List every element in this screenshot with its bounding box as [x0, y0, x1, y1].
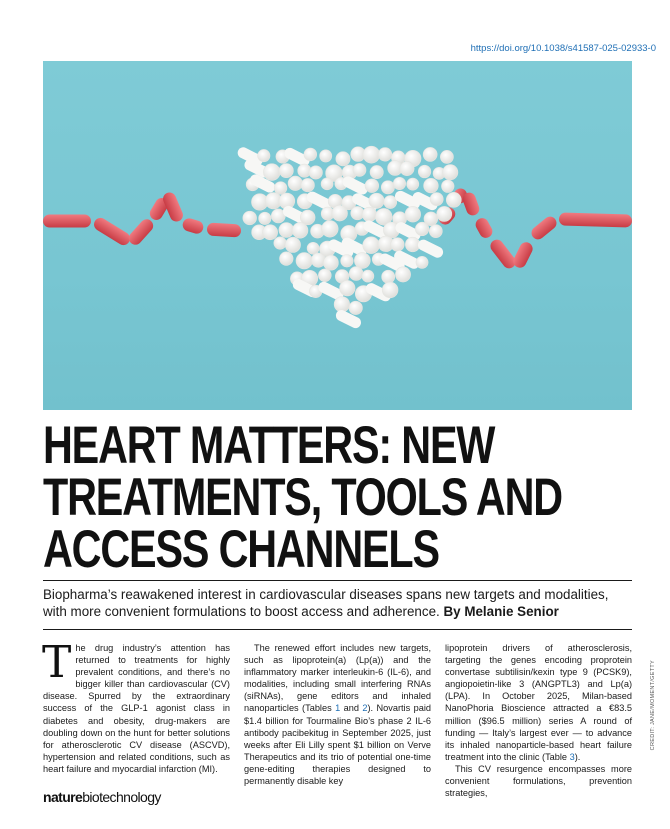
- red-capsule: [473, 216, 494, 240]
- white-pill: [365, 179, 379, 193]
- white-pill: [341, 254, 354, 267]
- white-pill: [395, 267, 410, 282]
- white-pill: [301, 178, 314, 191]
- white-pill: [405, 206, 421, 222]
- white-pill: [391, 238, 405, 252]
- white-pill: [440, 150, 453, 163]
- white-pill: [309, 166, 322, 179]
- white-pill: [362, 270, 374, 282]
- column-1-text: he drug industry’s attention has returned to treatments for highly prevalent conditions, and there’s no bigger killer than cardiovascular (CV) disease. Spurred by the extraordinary success of the GLP-1 agonist class in diabetes and obesity, drug-makers are doubling down on the hunt for better solutions for atherosclerotic CV disease (ASCVD), hypertension and related conditions, such as heart failure and myocardial infarction (MI).: [43, 643, 230, 774]
- white-pill: [363, 146, 380, 163]
- column-2-text-end: ). Novartis paid $1.4 billion for Tourmaline Bio’s phase 2 IL-6 antibody pacibekitug in September 2025, just weeks after Eli Lilly spent $1 billion on Verve Therapeutics and its trio of potential one-time gene-editing therapies designed to permanently disable key: [244, 703, 431, 787]
- red-capsule: [126, 217, 156, 248]
- white-pill: [429, 225, 442, 238]
- column-3-text-end: ).: [574, 751, 581, 762]
- white-pill: [296, 253, 312, 269]
- divider-top: [43, 580, 632, 581]
- white-pill: [354, 253, 370, 269]
- white-pill: [285, 237, 300, 252]
- white-pill: [443, 165, 458, 180]
- red-capsule: [559, 213, 632, 228]
- white-pill: [430, 193, 443, 206]
- white-pill: [274, 237, 286, 249]
- white-pill: [349, 301, 362, 314]
- headline-line-1: HEART MATTERS: NEW: [43, 416, 495, 475]
- headline-line-3: ACCESS CHANNELS: [43, 520, 439, 579]
- red-capsule: [488, 237, 518, 271]
- red-capsule: [43, 215, 91, 228]
- logo-nature: nature: [43, 789, 83, 805]
- white-pill: [362, 207, 376, 221]
- hero-photo: [43, 61, 632, 410]
- body-column-1: [42, 637, 230, 782]
- white-pill: [258, 149, 270, 161]
- white-pill: [441, 180, 454, 193]
- red-capsule: [529, 214, 559, 242]
- white-pill: [424, 178, 439, 193]
- white-pill: [332, 205, 348, 221]
- white-pill: [311, 253, 325, 267]
- white-pill: [336, 152, 350, 166]
- headline-line-2: TREATMENTS, TOOLS AND: [43, 468, 562, 527]
- white-pill: [259, 212, 271, 224]
- and-text: and: [343, 703, 359, 714]
- column-3-text: lipoprotein drivers of atherosclerosis, targeting the genes encoding proprotein convertase subtilisin/kexin type 9 (PCSK9), angiopoietin-like 3 (ANGPTL3) and Lp(a) (LPA). In October 2025, Milan-based NanoPhoria Bioscience attracted a €83.5 million ($96.5 million) series A round of funding — Italy’s largest ever — to advance its inhaled nanoparticle-based heart failure treatment into the clinic (Table: [445, 643, 632, 762]
- standfirst: [43, 586, 633, 620]
- white-pill: [279, 164, 293, 178]
- white-pill: [280, 252, 294, 266]
- white-pill: [320, 150, 332, 162]
- heart-pills-illustration: [43, 61, 632, 410]
- table-1-link[interactable]: 1: [335, 703, 341, 714]
- white-pill: [263, 225, 278, 240]
- white-pill: [407, 178, 419, 190]
- white-pill: [307, 242, 319, 254]
- red-capsule: [511, 240, 535, 270]
- logo-biotechnology: biotechnology: [82, 789, 161, 805]
- drop-cap: T: [42, 637, 72, 688]
- white-pill: [384, 196, 397, 209]
- white-pill: [243, 211, 257, 225]
- red-capsule: [92, 215, 133, 247]
- white-pill: [369, 193, 384, 208]
- white-pill: [334, 296, 350, 312]
- white-pill: [382, 270, 395, 283]
- white-pill: [437, 206, 452, 221]
- white-pill: [370, 165, 383, 178]
- white-pill: [274, 182, 287, 195]
- white-pill: [378, 148, 392, 162]
- white-pill: [292, 222, 308, 238]
- white-pill: [353, 163, 366, 176]
- white-pill: [349, 267, 363, 281]
- white-pill: [415, 222, 429, 236]
- doi-link[interactable]: https://doi.org/10.1038/s41587-025-02933-0: [470, 43, 656, 54]
- white-pill: [405, 237, 420, 252]
- white-pill: [416, 256, 428, 268]
- article-headline: [43, 416, 562, 579]
- red-capsule: [207, 223, 242, 238]
- white-pill: [363, 237, 380, 254]
- white-pill: [340, 280, 356, 296]
- white-pill: [323, 255, 338, 270]
- body-column-2: [244, 642, 431, 787]
- journal-logo: [43, 789, 161, 805]
- red-capsule: [181, 217, 205, 235]
- white-pill: [393, 177, 405, 189]
- body-column-3: [445, 642, 632, 799]
- photo-credit: CREDIT: JANE/MOMENT/GETTY: [650, 660, 656, 751]
- white-pill: [418, 165, 431, 178]
- white-pill: [381, 181, 394, 194]
- white-pill: [279, 223, 294, 238]
- standfirst-text: Biopharma’s reawakened interest in cardiovascular diseases spans new targets and modalities, with more convenient formulations to boost access and adherence.: [43, 587, 609, 619]
- table-2-link[interactable]: 2: [362, 703, 368, 714]
- byline: By Melanie Senior: [443, 604, 559, 619]
- white-pill: [446, 192, 461, 207]
- white-pill: [321, 178, 333, 190]
- white-pill: [263, 164, 280, 181]
- white-pill: [318, 269, 331, 282]
- white-pill: [304, 148, 317, 161]
- column-3-paragraph-2: This CV resurgence encompasses more convenient formulations, prevention strategies,: [445, 763, 632, 799]
- white-pill: [288, 176, 302, 190]
- white-pill: [400, 161, 414, 175]
- white-pill: [382, 282, 398, 298]
- divider-bottom: [43, 629, 632, 630]
- table-3-link[interactable]: 3: [569, 751, 575, 762]
- column-2-text: The renewed effort includes new targets, such as lipoprotein(a) (Lp(a)) and the inflammatory marker interleukin-6 (IL-6), and modalities, including small interfering RNAs (siRNAs), gene editors and inhaled nanoparticles (Tables: [244, 643, 431, 714]
- white-pill: [322, 221, 339, 238]
- white-pill: [423, 147, 437, 161]
